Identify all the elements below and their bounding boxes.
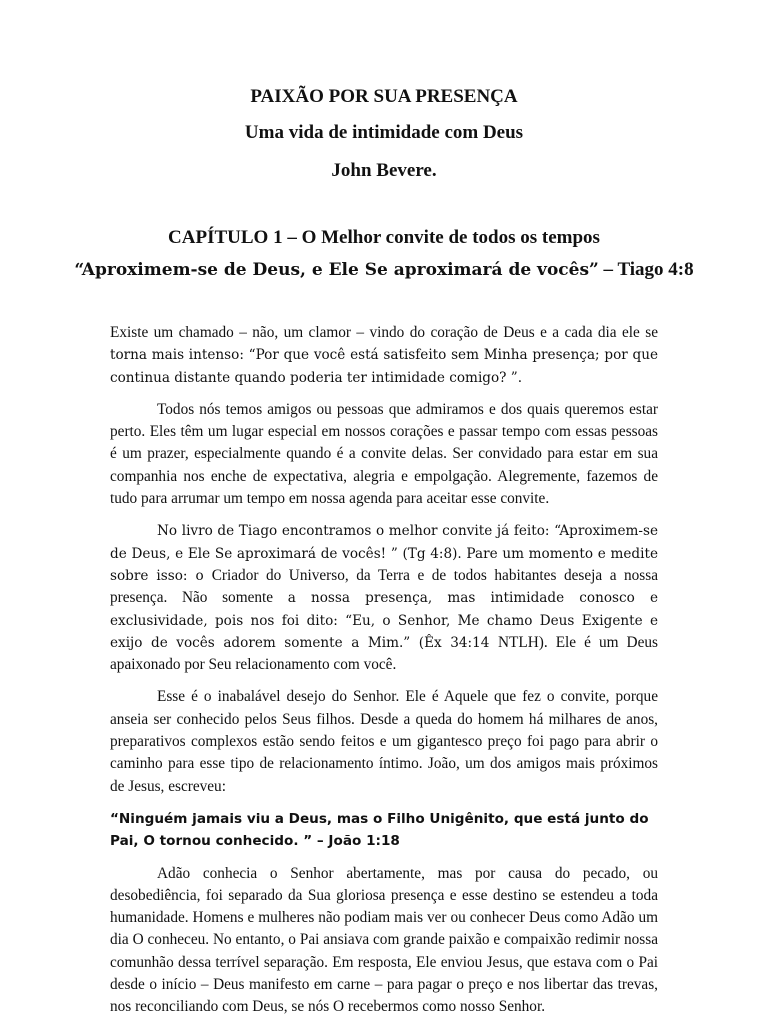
paragraph-3-part-3: a nossa presença, mas intimidade conosco e exclusividade, pois nos foi dito: “Eu, o Senhor, Me chamo Deus Exigente e exijo de vocês adorem somente a Mim.” (Êx 34:14	[110, 590, 658, 651]
book-subtitle: Uma vida de intimidade com Deus	[244, 122, 524, 143]
paragraph-5: Adão conhecia o Senhor abertamente, mas por causa do pecado, ou desobediência, foi separado da Sua gloriosa presença e esse destino se estendeu a toda humanidade. Homens e mulheres não podiam mais ver ou conhecer Deus como Adão um dia O conheceu. No entanto, o Pai ansiava com grande paixão e compaixão redimir nossa comunhão dessa terrível separação. Em resposta, Ele enviou Jesus, que estava com o Pai desde o início – Deus manifesto em carne – para pagar o preço e nos libertar das trevas, nos reconciliando com Deus, se nós O recebermos como nosso Senhor.	[110, 864, 658, 1016]
paragraph-1-quote: torna mais intenso: “Por que você está satisfeito sem Minha presença; por que continua distante quando poderia ter intimidade comigo? ”.	[110, 347, 658, 386]
paragraph-3	[110, 520, 658, 676]
epigraph-quote: “Aproximem-se de Deus, e Ele Se aproximará de vocês”	[74, 260, 599, 280]
block-quote: “Ninguém jamais viu a Deus, mas o Filho Unigênito, que está junto do Pai, O tornou conhecido. ” – João 1:18	[110, 810, 649, 850]
body-text	[110, 322, 658, 1029]
paragraph-3-part-4: NTLH). Ele é um Deus apaixonado por Seu relacionamento com você.	[110, 633, 658, 674]
chapter-heading: CAPÍTULO 1 – O Melhor convite de todos os tempos	[168, 227, 600, 248]
paragraph-4: Esse é o inabalável desejo do Senhor. Ele é Aquele que fez o convite, porque anseia ser conhecido pelos Seus filhos. Desde a queda do homem há milhares de anos, preparativos complexos estão sendo feitos e um gigantesco preço foi pago para abrir o caminho para esse tipo de relacionamento íntimo. João, um dos amigos mais próximos de Jesus, escreveu:	[110, 688, 658, 795]
paragraph-3-part-1: No livro de Tiago encontramos o melhor convite já feito: “Aproximem-se de Deus, e Ele Se aproximará de vocês! ” (Tg 4:8). Pare um momento e medite sobre isso: o	[110, 523, 658, 584]
paragraph-2: Todos nós temos amigos ou pessoas que admiramos e dos quais queremos estar perto. Eles têm um lugar especial em nossos corações e passar tempo com essas pessoas é um prazer, especialmente quando é a convite delas. Ser convidado para estar em sua companhia nos enche de expectativa, alegria e empolgação. Alegremente, fazemos de tudo para arrumar um tempo em nossa agenda para aceitar esse convite.	[110, 400, 658, 508]
paragraph-1	[110, 322, 658, 389]
epigraph-reference: – Tiago 4:8	[598, 259, 694, 280]
book-title: PAIXÃO POR SUA PRESENÇA	[250, 86, 518, 107]
epigraph	[0, 259, 768, 281]
paragraph-3-part-2: Criador do Universo, da Terra e de todos habitantes deseja a nossa presença. Não somente	[110, 566, 658, 607]
author-name: John Bevere.	[331, 160, 437, 181]
paragraph-1-text: Existe um chamado – não, um clamor – vindo do coração de Deus e a cada dia ele se	[110, 324, 658, 341]
